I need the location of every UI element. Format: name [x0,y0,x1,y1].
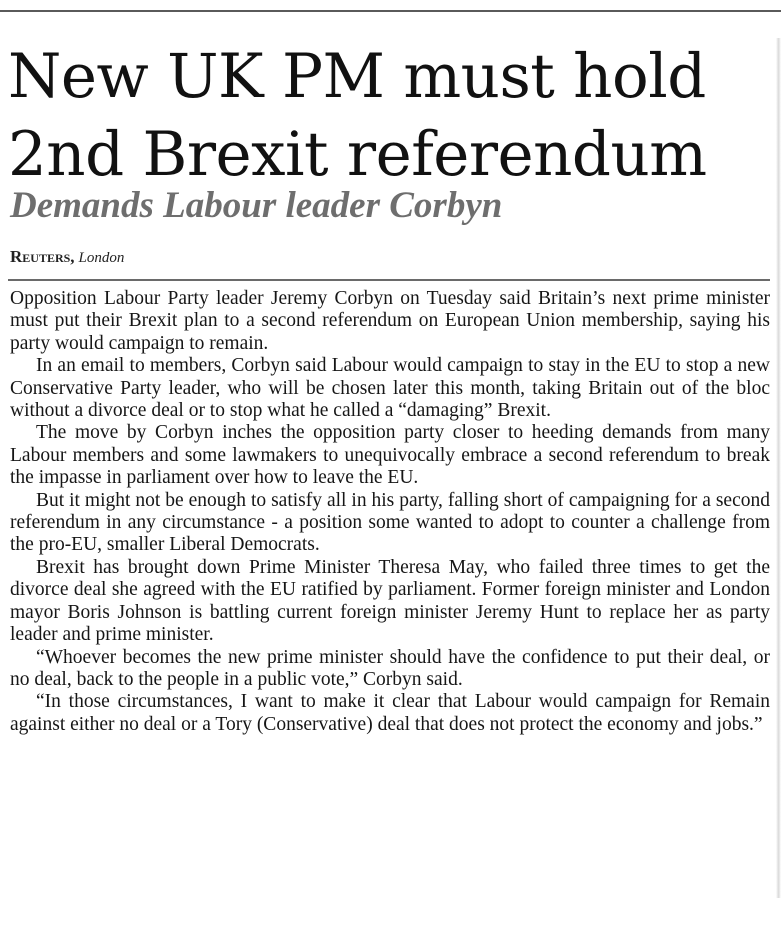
page-edge-shadow [776,38,781,898]
byline-dateline: London [78,250,125,266]
byline-agency: Reuters, [10,247,75,266]
article-paragraph: In an email to members, Corbyn said Labour would campaign to stay in the EU to stop a new Conservative Party leader, who will be chosen later this month, taking Britain out of the bloc without a divorce deal or to stop what he called a “damaging” Brexit. [10,355,770,422]
top-rule [0,10,781,12]
subheadline: Demands Labour leader Corbyn [10,185,503,226]
article-paragraph: “In those circumstances, I want to make it clear that Labour would campaign for Remain against either no deal or a Tory (Conservative) deal that does not protect the economy and jobs.” [10,691,770,735]
headline: New UK PM must hold 2nd Brexit referendum [8,41,707,190]
article-paragraph: Opposition Labour Party leader Jeremy Corbyn on Tuesday said Britain’s next prime minister must put their Brexit plan to a second referendum on European Union membership, saying his party would campaign to remain. [10,288,770,354]
section-divider [8,279,770,281]
article-body [10,288,770,736]
article-paragraph: “Whoever becomes the new prime minister should have the confidence to put their deal, or no deal, back to the people in a public vote,” Corbyn said. [10,646,770,690]
byline [10,247,770,268]
article-paragraph: Brexit has brought down Prime Minister Theresa May, who failed three times to get the divorce deal she agreed with the EU ratified by parliament. Former foreign minister and London mayor Boris Johnson is battling current foreign minister Jeremy Hunt to replace her as party leader and prime minister. [10,556,770,646]
article-paragraph: The move by Corbyn inches the opposition party closer to heeding demands from many Labour members and some lawmakers to unequivocally embrace a second referendum to break the impasse in parliament over how to leave the EU. [10,422,770,489]
article-paragraph: But it might not be enough to satisfy all in his party, falling short of campaigning for a second referendum in any circumstance - a position some wanted to adopt to counter a challenge from the pro-EU, smaller Liberal Democrats. [10,489,770,556]
